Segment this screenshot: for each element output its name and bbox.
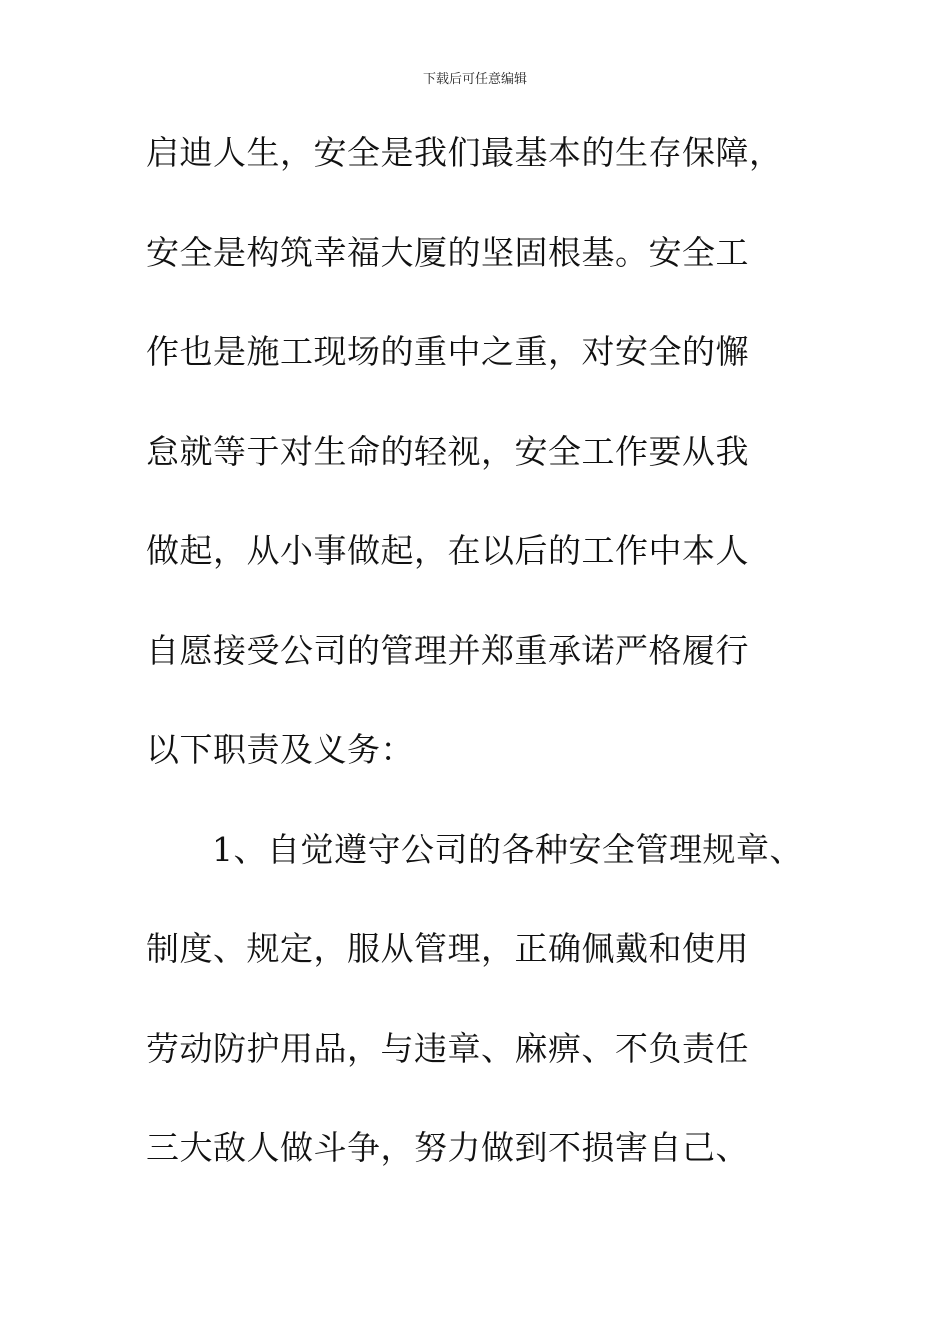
paragraph-line: 三大敌人做斗争，努力做到不损害自己、 bbox=[146, 1128, 749, 1167]
list-item-line: 1、自觉遵守公司的各种安全管理规章、 bbox=[212, 829, 803, 869]
paragraph-line: 以下职责及义务： bbox=[146, 730, 414, 769]
paragraph-line: 怠就等于对生命的轻视，安全工作要从我 bbox=[146, 431, 749, 471]
page-header-note: 下载后可任意编辑 bbox=[422, 72, 527, 87]
paragraph-line: 制度、规定，服从管理，正确佩戴和使用 bbox=[146, 929, 749, 968]
paragraph-line: 做起，从小事做起，在以后的工作中本人 bbox=[146, 531, 749, 570]
paragraph-line: 作也是施工现场的重中之重，对安全的懈 bbox=[146, 332, 749, 371]
paragraph-line: 自愿接受公司的管理并郑重承诺严格履行 bbox=[146, 630, 749, 670]
paragraph-line: 劳动防护用品，与违章、麻痹、不负责任 bbox=[146, 1028, 749, 1068]
paragraph-line: 启迪人生，安全是我们最基本的生存保障， bbox=[146, 133, 783, 172]
paragraph-line: 安全是构筑幸福大厦的坚固根基。安全工 bbox=[146, 232, 749, 272]
document-body bbox=[146, 128, 826, 1223]
